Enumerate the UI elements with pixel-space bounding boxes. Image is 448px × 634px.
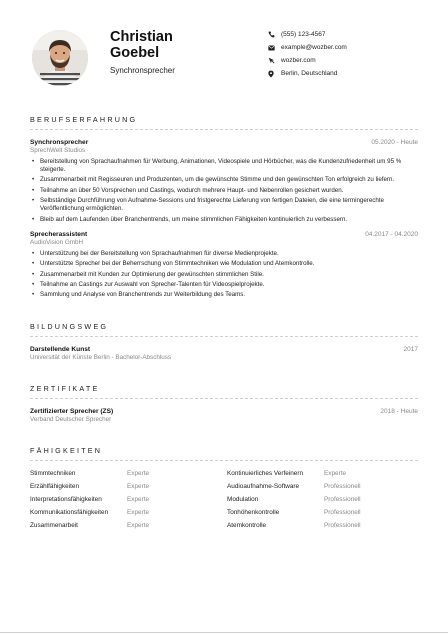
phone-icon (268, 31, 280, 38)
list-item: • Bereitstellung von Sprachaufnahmen für Werbung, Animationen, Videospiele und Hörbücher, was die Kundenzufriedenheit um 95 % steigerte. (40, 158, 418, 174)
certificate-issuer: Verband Deutscher Sprecher (30, 415, 112, 423)
skill-level: Experte (127, 469, 150, 477)
skill-name: Audioaufnahme-Software (227, 482, 300, 490)
education-entry (30, 346, 418, 362)
certificate-date: 2018 - Heute (380, 407, 418, 415)
certificates-section (30, 384, 418, 424)
list-item: • Teilnahme an Castings zur Auswahl von Sprecher-Talenten für Videospielprojekte. (40, 281, 418, 289)
page-bottom-divider (0, 632, 448, 633)
experience-section (30, 115, 418, 300)
contact-list (268, 28, 347, 80)
skill-name: Kontinuierliches Verfeinern (227, 469, 304, 477)
degree-school: Universität der Künste Berlin - Bachelor-Abschluss (30, 353, 172, 361)
list-item: • Zusammenarbeit mit Regisseuren und Produzenten, um die gewünschte Stimme und den gewünschten Ton erfolgreich zu liefern. (40, 176, 418, 184)
skill-name: Interpretationsfähigkeiten (30, 495, 102, 503)
skills-heading: FÄHIGKEITEN (30, 446, 418, 461)
skill-level: Professionell (324, 509, 361, 517)
resume-header (30, 0, 418, 100)
certificate-entry (30, 408, 418, 424)
list-item: • Selbständige Durchführung von Aufnahme-Sessions und fristgerechte Lieferung von fertigen Dateien, die eine termingerechte Veröffentlichung ermöglichten. (40, 197, 418, 213)
skills-section (30, 446, 418, 531)
person-name (110, 29, 230, 61)
certificates-heading: ZERTIFIKATE (30, 384, 418, 399)
skill-name: Tonhöhenkontrolle (227, 509, 280, 517)
contact-phone (268, 28, 347, 41)
skill-name: Modulation (227, 495, 259, 503)
location-pin-icon (268, 70, 280, 78)
list-item: • Sammlung und Analyse von Branchentrends zur Weiterbildung des Teams. (40, 291, 418, 299)
avatar (32, 30, 88, 86)
job-date: 05.2020 - Heute (371, 139, 418, 146)
skill-name: Atemkontrolle (227, 522, 267, 530)
certificate-title: Zertifizierter Sprecher (ZS) (30, 407, 114, 415)
person-role: Synchronsprecher (110, 66, 175, 75)
job-company: AudioVision GmbH (30, 238, 84, 246)
job-bullets (30, 158, 418, 224)
contact-phone-text[interactable]: (555) 123-4567 (281, 31, 326, 38)
skills-grid (30, 470, 418, 531)
person-first-name: Christian (110, 29, 173, 45)
contact-website-text[interactable]: wozber.com (281, 57, 316, 64)
skill-name: Stimmtechniken (30, 469, 76, 477)
job-title: Synchronsprecher (30, 139, 89, 146)
education-heading: BILDUNGSWEG (30, 322, 418, 337)
contact-location (268, 67, 347, 80)
list-item: • Teilnahme an über 50 Vorsprechen und Castings, wodurch mehrere Haupt- und Nebenrollen gesichert wurden. (40, 187, 418, 195)
list-item: • Unterstützung bei der Bereitstellung von Sprachaufnahmen für diverse Medienprojekte. (40, 250, 418, 258)
contact-location-text: Berlin, Deutschland (281, 70, 338, 77)
list-item: • Unterstützte Sprecher bei der Beherrschung von Stimmtechniken wie Modulation und Atemkontrolle. (40, 260, 418, 268)
link-icon (268, 57, 280, 64)
contact-email (268, 41, 347, 54)
job-date: 04.2017 - 04.2020 (365, 230, 418, 238)
job-title: Sprecherassistent (30, 230, 88, 238)
person-last-name: Goebel (110, 45, 160, 61)
skill-level: Experte (127, 482, 150, 490)
list-item: • Bleib auf dem Laufenden über Branchentrends, um meine stimmlichen Fähigkeiten kontinuierlich zu verbessern. (40, 216, 418, 224)
skill-name: Kommunikationsfähigkeiten (30, 509, 109, 517)
skill-level: Experte (127, 509, 150, 517)
skill-level: Experte (127, 522, 150, 530)
experience-heading: BERUFSERFAHRUNG (30, 115, 418, 130)
experience-entry (30, 139, 418, 224)
skill-level: Professionell (324, 522, 361, 530)
skill-level: Experte (324, 469, 347, 477)
skill-name: Erzählfähigkeiten (30, 482, 80, 490)
contact-email-text[interactable]: example@wozber.com (281, 44, 347, 51)
contact-website (268, 54, 347, 67)
job-company: SprechWelt Studios (30, 147, 86, 154)
list-item: • Zusammenarbeit mit Kunden zur Optimierung der gewünschten stimmlichen Stile. (40, 271, 418, 279)
portrait-photo (32, 30, 88, 86)
skill-level: Professionell (324, 482, 361, 490)
degree-title: Darstellende Kunst (30, 345, 91, 353)
degree-date: 2017 (403, 345, 418, 353)
email-icon (268, 45, 280, 51)
job-bullets (30, 250, 418, 300)
skill-name: Zusammenarbeit (30, 522, 78, 530)
education-section (30, 322, 418, 362)
skill-level: Professionell (324, 495, 361, 503)
skill-level: Experte (127, 495, 150, 503)
experience-entry (30, 231, 418, 300)
